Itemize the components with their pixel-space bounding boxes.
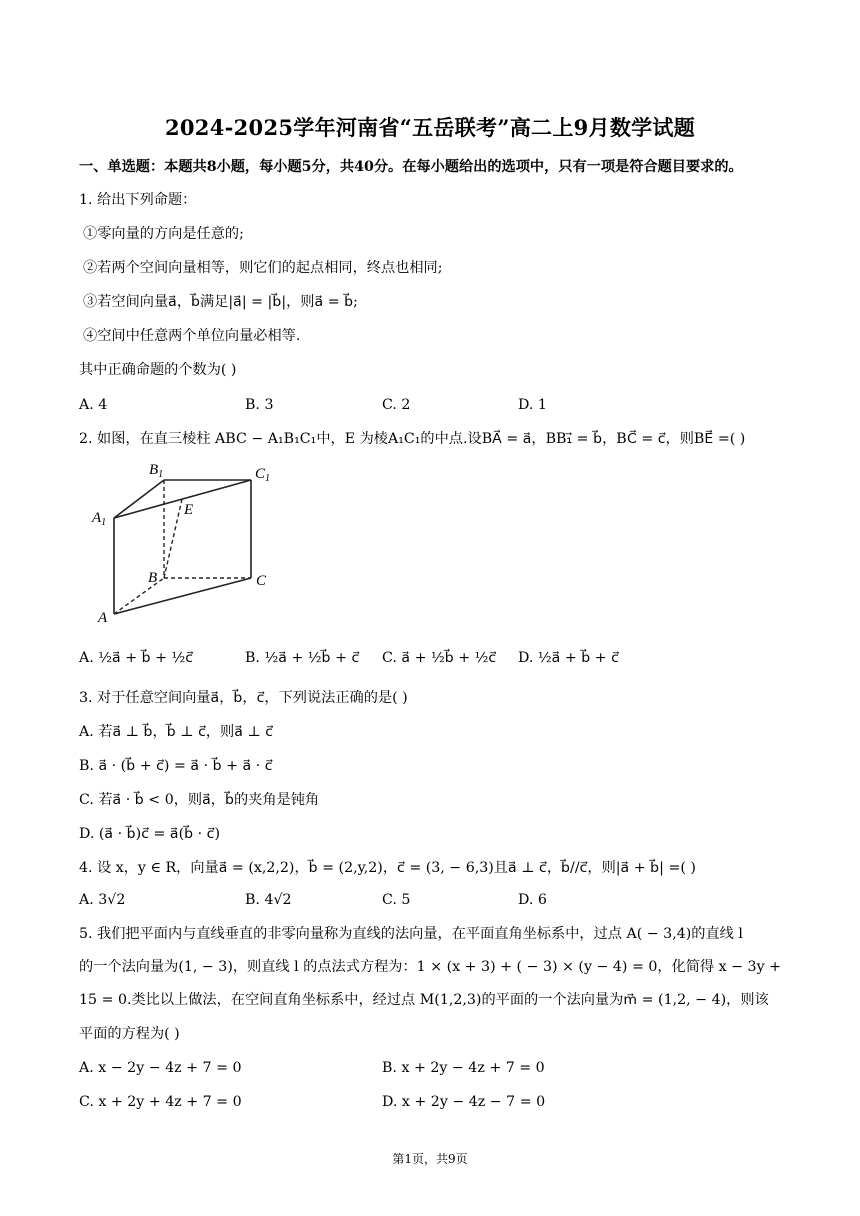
q5-line-2: 的一个法向量为(1, − 3)，则直线 l 的点法式方程为：1 × (x + 3) + ( − 3) × (y − 4) = 0，化简得 x − 3y + [79, 959, 781, 975]
q1-stem: 1. 给出下列命题： [79, 192, 197, 208]
q2-option-d: D. ½a⃗ + b⃗ + c⃗ [518, 650, 619, 666]
q4-option-b: B. 4√2 [245, 892, 292, 908]
q2-stem: 2. 如图，在直三棱柱 ABC − A₁B₁C₁中，E 为棱A₁C₁的中点.设BA⃗ = a⃗，BB₁⃗ = b⃗，BC⃗ = c⃗，则BE⃗ =( ) [79, 431, 746, 447]
q4-stem: 4. 设 x，y ∈ R，向量a⃗ = (x,2,2)，b⃗ = (2,y,2)，c⃗ = (3, − 6,3)且a⃗ ⊥ c⃗，b⃗//c⃗，则|a⃗ + b⃗| =( ) [79, 860, 696, 876]
q2-option-a: A. ½a⃗ + b⃗ + ½c⃗ [79, 650, 194, 666]
q3-stem: 3. 对于任意空间向量a⃗，b⃗，c⃗，下列说法正确的是( ) [79, 690, 408, 706]
q5-option-d: D. x + 2y − 4z − 7 = 0 [382, 1094, 546, 1110]
page-title: 2024-2025学年河南省“五岳联考”高二上9月数学试题 [164, 115, 696, 140]
q1-question: 其中正确命题的个数为( ) [79, 362, 237, 378]
q1-item-2: ②若两个空间向量相等，则它们的起点相同，终点也相同; [83, 260, 443, 276]
label-e: E [184, 502, 194, 518]
q5-line-3: 15 = 0.类比以上做法，在空间直角坐标系中，经过点 M(1,2,3)的平面的一个法向量为m⃗ = (1,2, − 4)，则该 [79, 992, 769, 1008]
q3-option-d: D. (a⃗ · b⃗)c⃗ = a⃗(b⃗ · c⃗) [79, 826, 220, 842]
label-a1: $A_1$ [92, 510, 107, 528]
q4-option-d: D. 6 [518, 892, 547, 908]
q5-option-b: B. x + 2y − 4z + 7 = 0 [382, 1060, 545, 1076]
q1-option-d: D. 1 [518, 397, 547, 413]
q5-line-1: 5. 我们把平面内与直线垂直的非零向量称为直线的法向量，在平面直角坐标系中，过点 A( − 3,4)的直线 l [79, 926, 743, 942]
q1-item-4: ④空间中任意两个单位向量必相等. [83, 328, 301, 344]
label-b: B [148, 570, 158, 586]
q4-option-a: A. 3√2 [79, 892, 126, 908]
q1-option-a: A. 4 [79, 397, 108, 413]
q3-option-b: B. a⃗ · (b⃗ + c⃗) = a⃗ · b⃗ + a⃗ · c⃗ [79, 758, 273, 774]
q2-option-b: B. ½a⃗ + ½b⃗ + c⃗ [245, 650, 360, 666]
q1-item-3: ③若空间向量a⃗，b⃗满足|a⃗| = |b⃗|，则a⃗ = b⃗; [83, 294, 358, 310]
q2-option-c: C. a⃗ + ½b⃗ + ½c⃗ [382, 650, 497, 666]
q5-option-a: A. x − 2y − 4z + 7 = 0 [79, 1060, 242, 1076]
prism-figure [88, 456, 288, 626]
q3-option-c: C. 若a⃗ · b⃗ < 0，则a⃗，b⃗的夹角是钝角 [79, 792, 320, 808]
q1-item-1: ①零向量的方向是任意的; [83, 226, 244, 242]
page-footer: 第1页，共9页 [392, 1152, 468, 1166]
label-c1: $C_1$ [255, 466, 271, 484]
q5-line-4: 平面的方程为( ) [79, 1026, 180, 1042]
label-c: C [256, 573, 267, 589]
q1-option-b: B. 3 [245, 397, 274, 413]
label-b1: $B_1$ [149, 462, 164, 480]
section-heading: 一、单选题：本题共8小题，每小题5分，共40分。在每小题给出的选项中，只有一项是符合题目要求的。 [79, 159, 743, 175]
q4-option-c: C. 5 [382, 892, 411, 908]
label-a: A [98, 610, 108, 626]
q5-option-c: C. x + 2y + 4z + 7 = 0 [79, 1094, 242, 1110]
q1-option-c: C. 2 [382, 397, 411, 413]
q3-option-a: A. 若a⃗ ⊥ b⃗，b⃗ ⊥ c⃗，则a⃗ ⊥ c⃗ [79, 724, 274, 740]
